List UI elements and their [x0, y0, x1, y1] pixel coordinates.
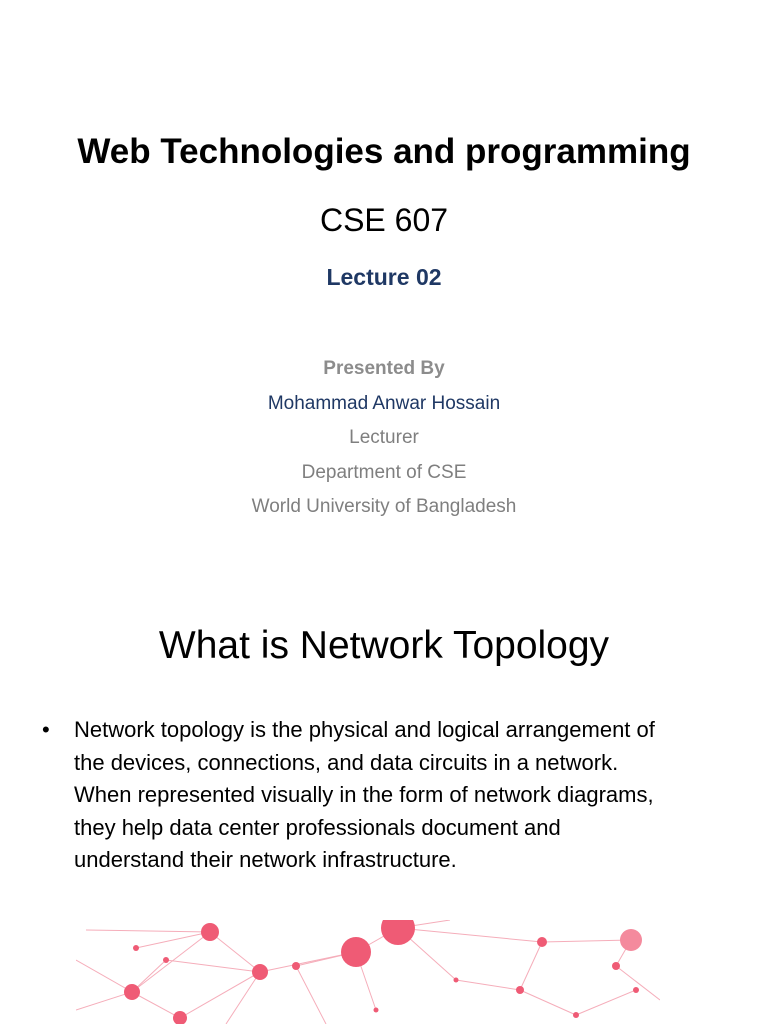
presenter-role: Lecturer: [349, 427, 419, 448]
bullet-icon: •: [42, 717, 50, 742]
course-code: CSE 607: [319, 202, 449, 238]
presenter-block: [0, 352, 768, 525]
content-slide: [0, 580, 768, 1024]
presenter-department: Department of CSE: [301, 461, 467, 483]
presentation-title: Web Technologies and programming: [77, 132, 691, 171]
slide-heading: What is Network Topology: [158, 624, 610, 667]
presented-by-label: Presented By: [323, 358, 445, 379]
lecture-number: Lecture 02: [326, 264, 442, 290]
bullet-text: Network topology is the physical and logical arrangement of the devices, connections, and data circuits in a network. When represented visually in the form of network diagrams, they help data center professionals document and understand their network infrastructure.: [74, 717, 655, 872]
presenter-name: Mohammad Anwar Hossain: [267, 392, 501, 414]
network-nodes-illustration: [76, 920, 660, 1024]
network-graphic: [76, 920, 660, 1024]
presenter-university: World University of Bangladesh: [251, 496, 517, 517]
